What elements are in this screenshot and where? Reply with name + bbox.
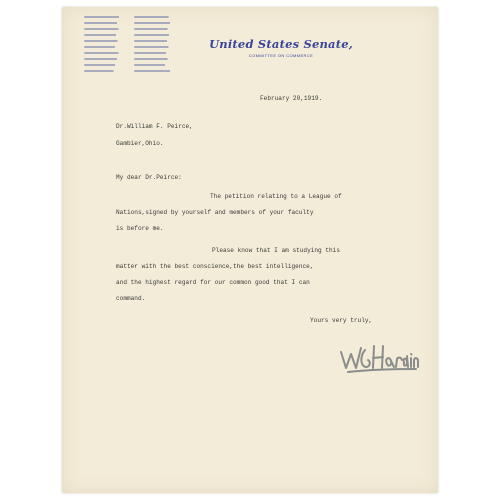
body-line: Please know that I am studying this [212,247,340,254]
letterhead-title: United States Senate, [209,37,353,51]
body-line: The petition relating to a League of [210,193,342,200]
committee-members-list [84,16,182,76]
letter-date: February 20,1919. [260,95,323,102]
committee-members-column-right [134,16,180,76]
body-line: matter with the best conscience,the best intelligence, [116,263,314,270]
closing: Yours very truly, [310,317,373,324]
recipient-address: Gambier,Ohio. [116,140,164,147]
body-line: command. [116,295,146,302]
body-line: is before me. [116,225,164,232]
committee-members-column-left [84,16,129,76]
body-line: and the highest regard for our common good that I can [116,279,310,286]
letterhead [206,37,356,58]
letterhead-subtitle: COMMITTEE ON COMMERCE [248,53,314,58]
handwritten-signature [338,334,420,378]
body-line: Nations,signed by yourself and members of your faculty [116,209,314,216]
salutation: My dear Dr.Peirce: [116,174,182,181]
recipient-name: Dr.William F. Peirce, [116,123,193,130]
